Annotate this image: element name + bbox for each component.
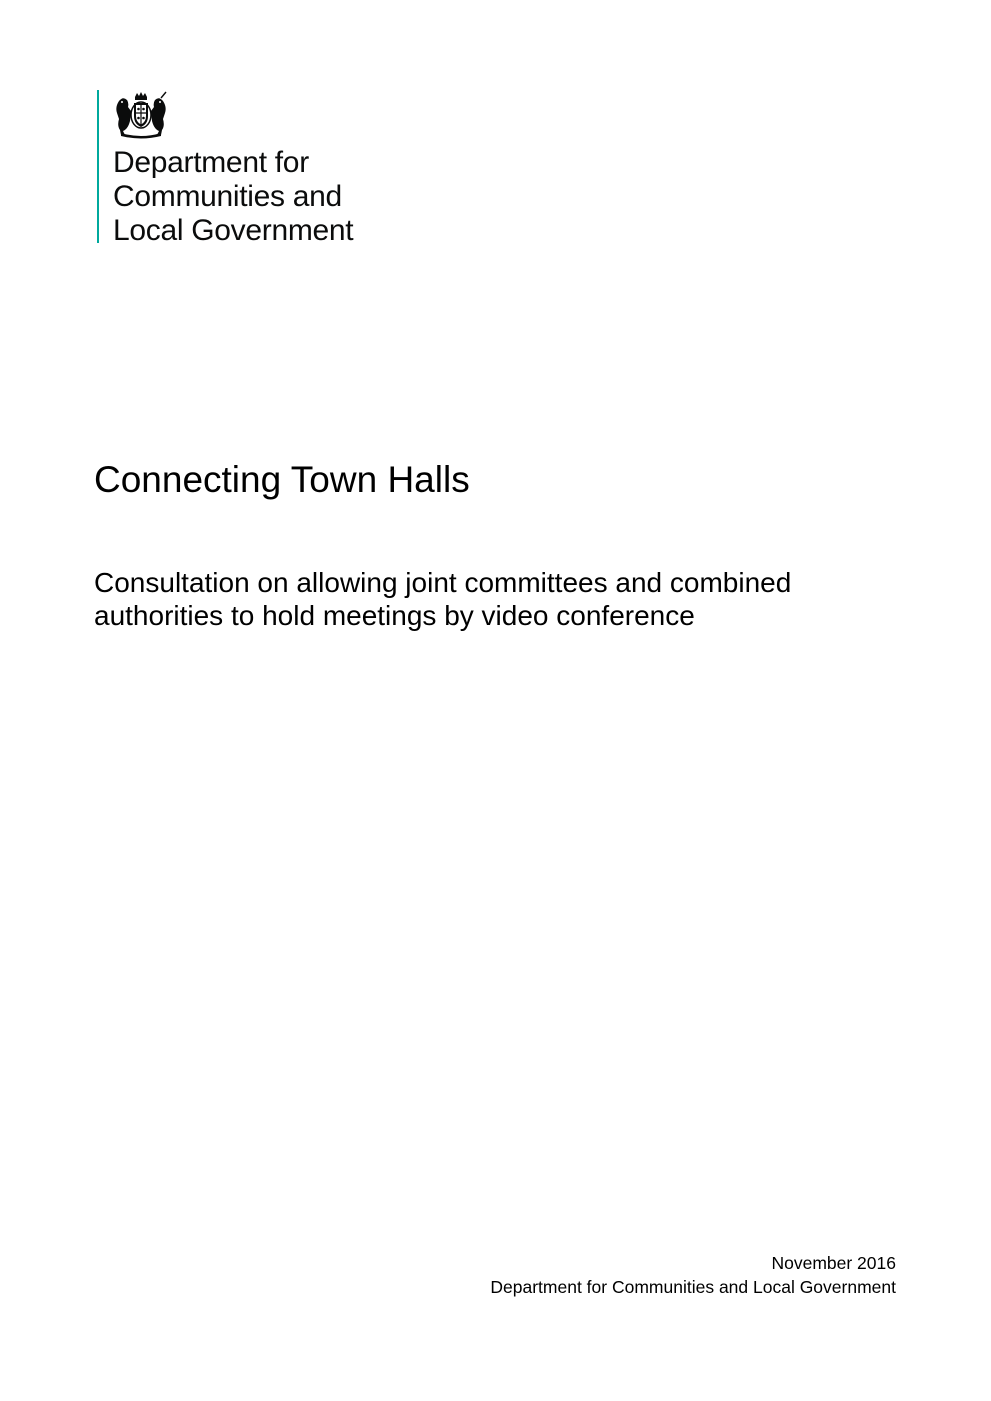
department-name-line-3: Local Government bbox=[113, 214, 354, 247]
department-name-line-2: Communities and bbox=[113, 180, 342, 213]
publication-date: November 2016 bbox=[771, 1253, 896, 1273]
logo-accent-rule bbox=[97, 90, 99, 243]
department-logo bbox=[97, 90, 397, 247]
department-name-line-1: Department for bbox=[113, 146, 309, 179]
document-subtitle: Consultation on allowing joint committees and combined authorities to hold meetings by video conference bbox=[94, 567, 792, 631]
document-title: Connecting Town Halls bbox=[94, 459, 470, 500]
publisher-name: Department for Communities and Local Government bbox=[490, 1277, 896, 1297]
royal-coat-of-arms-icon bbox=[113, 91, 169, 139]
department-name bbox=[113, 146, 353, 248]
document-footer bbox=[490, 1251, 896, 1299]
